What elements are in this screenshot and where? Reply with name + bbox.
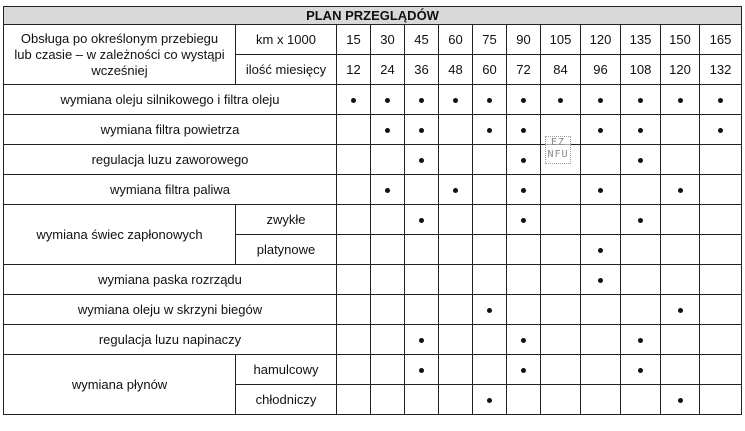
description-line-3: wcześniej — [91, 62, 148, 78]
months-value: 96 — [581, 55, 621, 85]
empty-cell — [700, 385, 742, 415]
bullet-icon — [598, 248, 603, 253]
empty-cell — [541, 355, 581, 385]
empty-cell — [700, 295, 742, 325]
empty-cell — [337, 235, 371, 265]
months-value: 48 — [439, 55, 473, 85]
km-value: 135 — [621, 25, 661, 55]
empty-cell — [661, 325, 700, 355]
months-value: 24 — [371, 55, 405, 85]
empty-cell — [621, 265, 661, 295]
empty-cell — [439, 145, 473, 175]
empty-cell — [439, 355, 473, 385]
months-value: 120 — [661, 55, 700, 85]
service-mark-cell — [405, 85, 439, 115]
bullet-icon — [351, 98, 356, 103]
service-mark-cell — [405, 355, 439, 385]
empty-cell — [405, 175, 439, 205]
km-label: km x 1000 — [236, 25, 337, 55]
table-row — [4, 145, 742, 175]
empty-cell — [371, 325, 405, 355]
empty-cell — [371, 265, 405, 295]
empty-cell — [581, 385, 621, 415]
empty-cell — [439, 235, 473, 265]
service-mark-cell — [507, 175, 541, 205]
empty-cell — [405, 295, 439, 325]
bullet-icon — [638, 368, 643, 373]
empty-cell — [371, 355, 405, 385]
empty-cell — [661, 355, 700, 385]
table-row — [4, 355, 742, 385]
empty-cell — [700, 205, 742, 235]
empty-cell — [581, 205, 621, 235]
task-label: wymiana oleju silnikowego i filtra oleju — [4, 85, 337, 115]
bullet-icon — [521, 368, 526, 373]
empty-cell — [700, 235, 742, 265]
empty-cell — [473, 265, 507, 295]
empty-cell — [473, 235, 507, 265]
km-value: 150 — [661, 25, 700, 55]
service-mark-cell — [507, 115, 541, 145]
service-mark-cell — [405, 325, 439, 355]
service-mark-cell — [439, 85, 473, 115]
empty-cell — [337, 325, 371, 355]
months-label: ilość miesięcy — [236, 55, 337, 85]
service-plan-table — [3, 6, 742, 415]
service-mark-cell — [661, 175, 700, 205]
km-value: 30 — [371, 25, 405, 55]
service-mark-cell — [621, 325, 661, 355]
bullet-icon — [521, 338, 526, 343]
description-line-2: lub czasie – w zależności co wystąpi — [14, 46, 225, 62]
empty-cell — [661, 265, 700, 295]
empty-cell — [439, 205, 473, 235]
service-mark-cell — [371, 115, 405, 145]
empty-cell — [581, 145, 621, 175]
service-mark-cell — [405, 115, 439, 145]
bullet-icon — [487, 398, 492, 403]
table-row — [4, 325, 742, 355]
empty-cell — [371, 205, 405, 235]
km-value: 165 — [700, 25, 742, 55]
service-mark-cell — [581, 85, 621, 115]
empty-cell — [473, 175, 507, 205]
empty-cell — [700, 355, 742, 385]
service-mark-cell — [473, 85, 507, 115]
task-label: wymiana płynów — [4, 355, 236, 415]
bullet-icon — [598, 278, 603, 283]
months-value: 84 — [541, 55, 581, 85]
table-row — [4, 205, 742, 235]
empty-cell — [439, 295, 473, 325]
empty-cell — [541, 205, 581, 235]
table-title: PLAN PRZEGLĄDÓW — [4, 7, 742, 25]
title-row — [4, 7, 742, 25]
km-value: 45 — [405, 25, 439, 55]
empty-cell — [621, 235, 661, 265]
empty-cell — [661, 205, 700, 235]
bullet-icon — [521, 188, 526, 193]
service-mark-cell — [581, 265, 621, 295]
bullet-icon — [487, 308, 492, 313]
months-value: 36 — [405, 55, 439, 85]
bullet-icon — [521, 128, 526, 133]
empty-cell — [371, 295, 405, 325]
empty-cell — [700, 175, 742, 205]
bullet-icon — [638, 128, 643, 133]
km-value: 90 — [507, 25, 541, 55]
bullet-icon — [638, 338, 643, 343]
table-row — [4, 115, 742, 145]
bullet-icon — [718, 128, 723, 133]
service-mark-cell — [661, 85, 700, 115]
empty-cell — [541, 175, 581, 205]
empty-cell — [371, 385, 405, 415]
service-mark-cell — [439, 175, 473, 205]
bullet-icon — [558, 98, 563, 103]
empty-cell — [473, 325, 507, 355]
km-value: 105 — [541, 25, 581, 55]
task-label: wymiana świec zapłonowych — [4, 205, 236, 265]
empty-cell — [473, 355, 507, 385]
empty-cell — [405, 265, 439, 295]
service-mark-cell — [371, 175, 405, 205]
months-value: 72 — [507, 55, 541, 85]
service-mark-cell — [661, 295, 700, 325]
empty-cell — [337, 385, 371, 415]
bullet-icon — [521, 158, 526, 163]
service-mark-cell — [371, 85, 405, 115]
months-value: 108 — [621, 55, 661, 85]
table-row — [4, 175, 742, 205]
service-mark-cell — [405, 205, 439, 235]
service-mark-cell — [621, 205, 661, 235]
description-header — [4, 25, 236, 85]
service-mark-cell — [581, 115, 621, 145]
bullet-icon — [419, 128, 424, 133]
bullet-icon — [678, 398, 683, 403]
bullet-icon — [385, 98, 390, 103]
service-mark-cell — [581, 235, 621, 265]
service-mark-cell — [700, 115, 742, 145]
bullet-icon — [598, 188, 603, 193]
task-sublabel: hamulcowy — [236, 355, 337, 385]
service-mark-cell — [507, 145, 541, 175]
bullet-icon — [385, 188, 390, 193]
table-row — [4, 265, 742, 295]
bullet-icon — [487, 128, 492, 133]
bullet-icon — [453, 98, 458, 103]
task-sublabel: chłodniczy — [236, 385, 337, 415]
empty-cell — [337, 295, 371, 325]
table-row — [4, 85, 742, 115]
empty-cell — [541, 385, 581, 415]
task-label: wymiana paska rozrządu — [4, 265, 337, 295]
bullet-icon — [453, 188, 458, 193]
empty-cell — [661, 235, 700, 265]
task-label: wymiana filtra powietrza — [4, 115, 337, 145]
empty-cell — [405, 235, 439, 265]
task-label: wymiana oleju w skrzyni biegów — [4, 295, 337, 325]
km-value: 75 — [473, 25, 507, 55]
bullet-icon — [521, 218, 526, 223]
empty-cell — [700, 325, 742, 355]
empty-cell — [371, 235, 405, 265]
empty-cell — [473, 205, 507, 235]
bullet-icon — [419, 98, 424, 103]
bullet-icon — [678, 308, 683, 313]
km-value: 60 — [439, 25, 473, 55]
bullet-icon — [419, 158, 424, 163]
task-label: wymiana filtra paliwa — [4, 175, 337, 205]
empty-cell — [700, 265, 742, 295]
empty-cell — [581, 325, 621, 355]
service-mark-cell — [473, 295, 507, 325]
bullet-icon — [598, 128, 603, 133]
km-value: 120 — [581, 25, 621, 55]
empty-cell — [337, 115, 371, 145]
months-value: 132 — [700, 55, 742, 85]
empty-cell — [439, 325, 473, 355]
empty-cell — [621, 385, 661, 415]
empty-cell — [621, 295, 661, 325]
empty-cell — [473, 145, 507, 175]
empty-cell — [661, 115, 700, 145]
months-value: 60 — [473, 55, 507, 85]
km-value: 15 — [337, 25, 371, 55]
watermark-stamp: EZ NFU — [545, 136, 571, 164]
service-mark-cell — [621, 145, 661, 175]
empty-cell — [541, 295, 581, 325]
service-mark-cell — [621, 85, 661, 115]
service-mark-cell — [621, 115, 661, 145]
km-header-row — [4, 25, 742, 55]
service-mark-cell — [507, 205, 541, 235]
empty-cell — [581, 355, 621, 385]
task-label: regulacja luzu napinaczy — [4, 325, 337, 355]
empty-cell — [581, 295, 621, 325]
empty-cell — [541, 235, 581, 265]
bullet-icon — [419, 368, 424, 373]
service-mark-cell — [581, 175, 621, 205]
empty-cell — [439, 265, 473, 295]
service-mark-cell — [507, 355, 541, 385]
table-row — [4, 295, 742, 325]
service-mark-cell — [661, 385, 700, 415]
months-value: 12 — [337, 55, 371, 85]
service-mark-cell — [700, 85, 742, 115]
service-mark-cell — [507, 85, 541, 115]
empty-cell — [507, 265, 541, 295]
service-mark-cell — [473, 115, 507, 145]
empty-cell — [439, 385, 473, 415]
bullet-icon — [638, 218, 643, 223]
service-mark-cell — [405, 145, 439, 175]
empty-cell — [371, 145, 405, 175]
task-label: regulacja luzu zaworowego — [4, 145, 337, 175]
bullet-icon — [638, 98, 643, 103]
bullet-icon — [678, 98, 683, 103]
empty-cell — [507, 295, 541, 325]
empty-cell — [337, 205, 371, 235]
service-mark-cell — [337, 85, 371, 115]
service-mark-cell — [541, 85, 581, 115]
bullet-icon — [521, 98, 526, 103]
empty-cell — [507, 385, 541, 415]
empty-cell — [337, 355, 371, 385]
bullet-icon — [718, 98, 723, 103]
empty-cell — [541, 325, 581, 355]
description-line-1: Obsługa po określonym przebiegu — [20, 30, 219, 46]
service-mark-cell — [507, 325, 541, 355]
service-mark-cell — [621, 355, 661, 385]
bullet-icon — [678, 188, 683, 193]
bullet-icon — [419, 338, 424, 343]
empty-cell — [439, 115, 473, 145]
empty-cell — [405, 385, 439, 415]
service-mark-cell — [473, 385, 507, 415]
bullet-icon — [487, 98, 492, 103]
empty-cell — [541, 265, 581, 295]
empty-cell — [700, 145, 742, 175]
task-sublabel: zwykłe — [236, 205, 337, 235]
bullet-icon — [385, 128, 390, 133]
bullet-icon — [598, 98, 603, 103]
empty-cell — [621, 175, 661, 205]
empty-cell — [337, 175, 371, 205]
empty-cell — [661, 145, 700, 175]
empty-cell — [507, 235, 541, 265]
empty-cell — [337, 265, 371, 295]
bullet-icon — [419, 218, 424, 223]
task-sublabel: platynowe — [236, 235, 337, 265]
bullet-icon — [638, 158, 643, 163]
empty-cell — [337, 145, 371, 175]
